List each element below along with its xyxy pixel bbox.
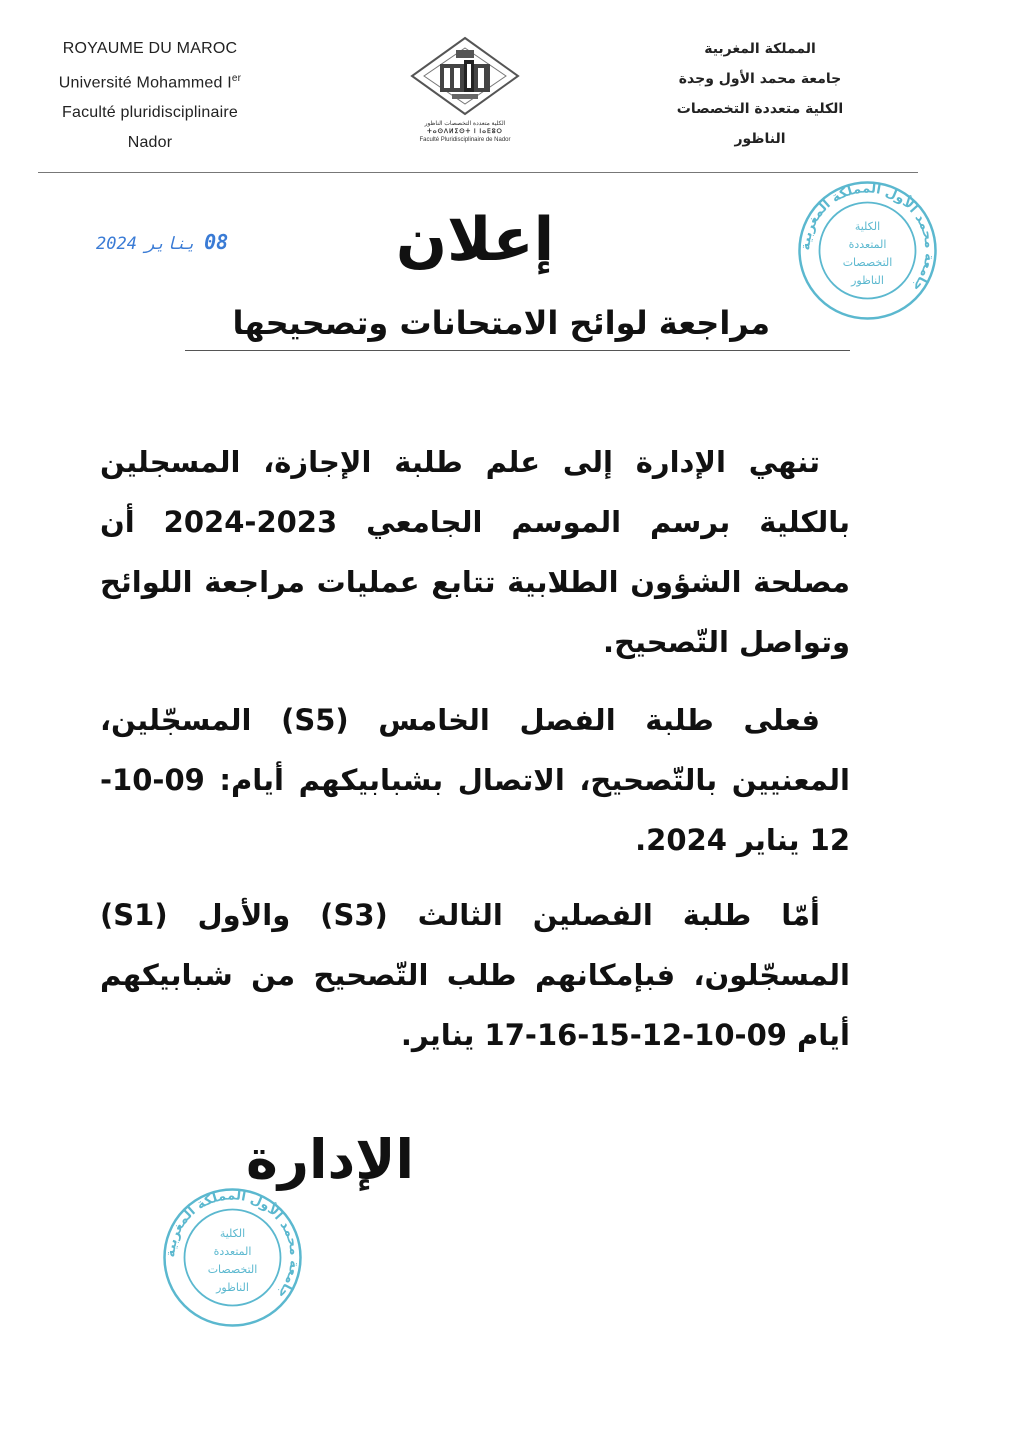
stamp-bottom-ring-text: جامعة محمد الأول المملكة المغربية (163, 1188, 302, 1301)
notice-subtitle: مراجعة لوائح الامتحانات وتصحيحها (232, 304, 770, 342)
stamp-line-4: الناظور (851, 274, 884, 287)
date-month: يناير (144, 234, 197, 254)
stamp-bottom-line-2: المتعددة (213, 1245, 252, 1258)
header-ar-city: الناظور (734, 131, 786, 147)
stamp-seal-icon-bottom (160, 1185, 305, 1330)
stamp-line-1: الكلية (854, 220, 881, 233)
faculty-logo (390, 36, 540, 146)
body-paragraph-2: فعلى طلبة الفصل الخامس (S5) المسجّلين، المعنيين بالتّصحيح، الاتصال بشبابيكهم أيام: 09-10-12 يناير 2024. (100, 703, 850, 857)
official-stamp-top (795, 178, 940, 327)
body-paragraph-3: أمّا طلبة الفصلين الثالث (S3) والأول (S1) المسجّلون، فبإمكانهم طلب التّصحيح من شبابيكهم أيام 09-10-12-15-16-17 يناير. (100, 898, 850, 1052)
header-fr-faculty: Faculté pluridisciplinaire (62, 104, 238, 122)
stamp-bottom-line-1: الكلية (219, 1227, 246, 1240)
date-year: 2024 (96, 234, 137, 254)
faculty-emblem-icon (410, 36, 520, 116)
logo-caption-ar: الكلية متعددة التخصصات الناظور (424, 121, 506, 127)
subtitle-divider (185, 350, 850, 351)
header-divider (38, 172, 918, 173)
header-french (40, 34, 260, 158)
header-ar-university: جامعة محمد الأول وجدة (678, 71, 842, 87)
handwritten-date (96, 230, 228, 254)
notice-title: إعلان (395, 205, 555, 275)
stamp-seal-icon (795, 178, 940, 323)
header-ar-faculty: الكلية متعددة التخصصات (676, 101, 844, 117)
header-fr-city: Nador (127, 134, 173, 152)
header-arabic (660, 34, 860, 154)
header-fr-university: Université Mohammed Ier (58, 73, 242, 92)
logo-caption-tifinagh-icon: ⵜⴰⵙⴷⵍⵉⵙⵜ ⵏ ⵏⴰⴹⵓⵔ (427, 129, 503, 135)
header-ar-kingdom: المملكة المغربية (704, 41, 816, 57)
stamp-bottom-line-3: التخصصات (207, 1263, 258, 1276)
logo-caption-fr: Faculté Pluridisciplinaire de Nador (419, 137, 511, 143)
stamp-ring-text: جامعة محمد الأول المملكة المغربية (798, 181, 937, 294)
date-day: 08 (204, 230, 229, 254)
stamp-bottom-line-4: الناظور (216, 1281, 249, 1294)
stamp-line-2: المتعددة (848, 238, 887, 251)
official-stamp-bottom (160, 1185, 305, 1334)
stamp-line-3: التخصصات (842, 256, 893, 269)
header-fr-kingdom: ROYAUME DU MAROC (62, 40, 238, 57)
body-paragraph-1: تنهي الإدارة إلى علم طلبة الإجازة، المسجلين بالكلية برسم الموسم الجامعي 2023-2024 أن مصلحة الشؤون الطلابية تتابع عمليات مراجعة اللوائح وتواصل التّصحيح. (100, 445, 850, 659)
signature-administration: الإدارة (246, 1128, 414, 1191)
